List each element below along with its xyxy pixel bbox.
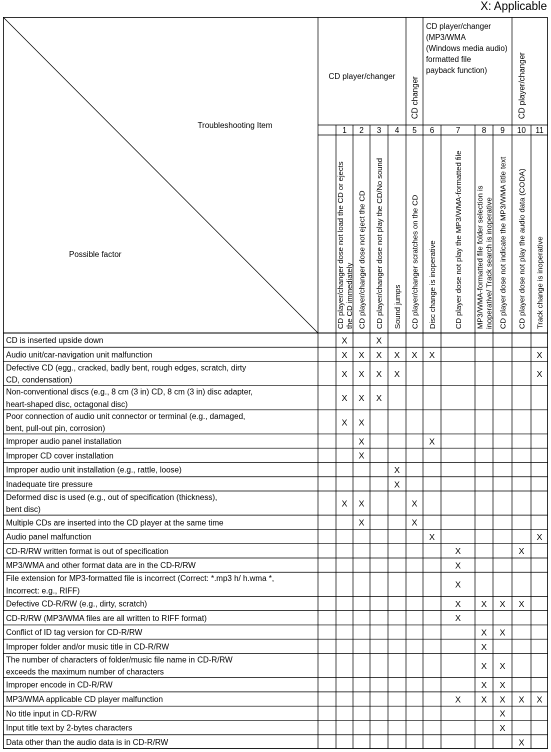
- factor-label: bent, pull-out pin, corrosion): [6, 423, 106, 433]
- item-label: inoperative/ Track search is inoperative: [484, 197, 494, 329]
- applicable-mark: X: [499, 694, 506, 705]
- item-number: 9: [500, 126, 505, 135]
- item-number: 10: [517, 126, 526, 135]
- factor-label: Inadequate tire pressure: [6, 479, 93, 489]
- group-header-label: (Windows media audio): [426, 44, 508, 53]
- item-number: 2: [359, 126, 364, 135]
- factor-label: CD, condensation): [6, 375, 73, 385]
- applicable-mark: X: [411, 517, 418, 528]
- applicable-mark: X: [499, 660, 506, 671]
- applicable-mark: X: [341, 498, 348, 509]
- factor-label: bent disc): [6, 505, 41, 515]
- applicable-mark: X: [376, 369, 382, 380]
- factor-label: Defective CD-R/RW (e.g., dirty, scratch): [6, 599, 148, 609]
- factor-label: Input title text by 2-bytes characters: [6, 723, 133, 733]
- factor-label: Audio unit/car-navigation unit malfunction: [6, 350, 153, 360]
- item-label: CD player/changer dose not eject the CD: [357, 190, 367, 329]
- item-label: Track change is inoperative: [535, 236, 545, 329]
- factor-label: Non-conventional discs (e.g., 8 cm (3 in) CD, 8 cm (3 in) disc adapter,: [6, 387, 253, 397]
- table-border: [4, 18, 548, 749]
- troubleshooting-item-label: Troubleshooting Item: [197, 121, 273, 130]
- item-number: 1: [342, 126, 347, 135]
- applicable-mark: X: [341, 417, 348, 428]
- applicable-mark: X: [341, 369, 348, 380]
- applicable-mark: X: [536, 369, 543, 380]
- factor-label: Poor connection of audio unit connector or terminal (e.g., damaged,: [6, 411, 246, 421]
- applicable-mark: X: [394, 349, 400, 360]
- factor-label: Improper audio panel installation: [6, 437, 122, 447]
- factor-label: Improper encode in CD-R/RW: [6, 680, 113, 690]
- group-header-label: (MP3/WMA: [426, 33, 466, 42]
- group-header-label: payback function): [426, 66, 488, 75]
- applicable-mark: X: [376, 393, 382, 404]
- factor-label: CD is inserted upside down: [6, 336, 104, 346]
- factor-label: exceeds the maximum number of characters: [6, 667, 164, 677]
- applicable-mark: X: [341, 393, 348, 404]
- applicable-mark: X: [455, 546, 461, 557]
- item-label: the CD immediately: [344, 262, 354, 329]
- applicable-mark: X: [499, 722, 506, 733]
- factor-label: The number of characters of folder/music file name in CD-R/RW: [6, 655, 233, 665]
- item-number: 11: [535, 126, 544, 135]
- applicable-mark: X: [481, 641, 487, 652]
- factor-label: No title input in CD-R/RW: [6, 709, 97, 719]
- group-header-label: CD player/changer: [426, 22, 492, 31]
- group-header-label: CD player/changer: [517, 52, 527, 119]
- applicable-mark: X: [455, 560, 461, 571]
- applicable-mark: X: [499, 598, 506, 609]
- applicable-mark: X: [358, 349, 365, 360]
- factor-label: Deformed disc is used (e.g., out of specification (thickness),: [6, 492, 218, 502]
- factor-label: Defective CD (egg., cracked, badly bent, rough edges, scratch, dirty: [6, 363, 247, 373]
- item-label: CD player/changer dose not play the CD/No sound: [374, 158, 384, 329]
- group-header-label: formatted file: [426, 55, 472, 64]
- troubleshooting-matrix: [3, 17, 548, 749]
- applicable-mark: X: [536, 531, 543, 542]
- applicable-mark: X: [341, 349, 348, 360]
- factor-label: Data other than the audio data is in CD-R/RW: [6, 737, 169, 747]
- applicable-mark: X: [358, 369, 365, 380]
- item-label: CD player/changer scratches on the CD: [410, 194, 420, 329]
- factor-label: Conflict of ID tag version for CD-R/RW: [6, 628, 143, 638]
- applicable-mark: X: [341, 335, 348, 346]
- applicable-mark: X: [455, 579, 461, 590]
- applicable-mark: X: [394, 369, 400, 380]
- item-number: 7: [455, 126, 461, 135]
- factor-label: CD-R/RW written format is out of specification: [6, 546, 169, 556]
- possible-factor-label: Possible factor: [69, 250, 122, 259]
- item-number: 4: [394, 126, 400, 135]
- item-label: CD player dose not indicate the MP3/WMA title text: [498, 156, 508, 329]
- applicable-mark: X: [394, 479, 400, 490]
- factor-label: CD-R/RW (MP3/WMA files are all written to RIFF format): [6, 613, 207, 623]
- applicable-mark: X: [358, 393, 365, 404]
- applicable-mark: X: [481, 694, 487, 705]
- applicable-mark: X: [481, 680, 487, 691]
- applicable-mark: X: [376, 349, 382, 360]
- applicable-mark: X: [394, 465, 400, 476]
- factor-label: Improper folder and/or music title in CD-R/RW: [6, 642, 170, 652]
- applicable-mark: X: [518, 694, 525, 705]
- applicable-mark: X: [358, 436, 365, 447]
- applicable-mark: X: [411, 349, 418, 360]
- item-label: CD player dose not play the audio data (CODA): [517, 168, 527, 329]
- factor-label: MP3/WMA applicable CD player malfunction: [6, 695, 163, 705]
- applicable-mark: X: [518, 546, 525, 557]
- applicable-mark: X: [358, 450, 365, 461]
- applicable-mark: X: [536, 694, 543, 705]
- header-diagonal: [3, 17, 318, 333]
- factor-label: MP3/WMA and other format data are in the CD-R/RW: [6, 561, 196, 571]
- factor-label: Incorrect: e.g., RIFF): [6, 586, 80, 596]
- applicable-mark: X: [499, 680, 506, 691]
- applicable-mark: X: [455, 613, 461, 624]
- applicable-mark: X: [358, 498, 365, 509]
- applicable-mark: X: [455, 598, 461, 609]
- applicable-mark: X: [481, 598, 487, 609]
- applicable-mark: X: [499, 627, 506, 638]
- item-number: 5: [412, 126, 417, 135]
- item-label: CD player dose not play the MP3/WMA-formatted file: [453, 150, 463, 329]
- item-label: Sound jumps: [392, 284, 402, 329]
- applicable-mark: X: [499, 708, 506, 719]
- item-number: 3: [376, 126, 382, 135]
- factor-label: File extension for MP3-formatted file is incorrect (Correct: *.mp3 h/ h.wma *,: [6, 574, 275, 584]
- factor-label: Improper CD cover installation: [6, 451, 114, 461]
- applicable-mark: X: [455, 694, 461, 705]
- group-header-label: CD player/changer: [328, 72, 396, 81]
- applicable-mark: X: [429, 531, 435, 542]
- applicable-mark: X: [481, 660, 487, 671]
- item-number: 6: [429, 126, 435, 135]
- item-label: CD player/changer dose not load the CD or ejects: [335, 161, 345, 329]
- factor-label: Multiple CDs are inserted into the CD player at the same time: [6, 518, 224, 528]
- item-label: Disc change is inoperative: [427, 240, 437, 329]
- factor-label: Audio panel malfunction: [6, 532, 92, 542]
- applicable-mark: X: [358, 417, 365, 428]
- applicable-mark: X: [518, 737, 525, 748]
- applicable-legend: X: Applicable: [480, 1, 547, 13]
- item-label: MP3/WMA-formatted file folder selection is: [475, 185, 485, 329]
- item-number: 8: [481, 126, 487, 135]
- factor-label: Improper audio unit installation (e.g., rattle, loose): [6, 465, 182, 475]
- group-header-label: CD changer: [410, 76, 420, 119]
- applicable-mark: X: [481, 627, 487, 638]
- applicable-mark: X: [358, 517, 365, 528]
- applicable-mark: X: [429, 436, 435, 447]
- applicable-mark: X: [536, 349, 543, 360]
- applicable-mark: X: [429, 349, 435, 360]
- applicable-mark: X: [376, 335, 382, 346]
- applicable-mark: X: [411, 498, 418, 509]
- applicable-mark: X: [518, 598, 525, 609]
- factor-label: heart-shaped disc, octagonal disc): [6, 399, 128, 409]
